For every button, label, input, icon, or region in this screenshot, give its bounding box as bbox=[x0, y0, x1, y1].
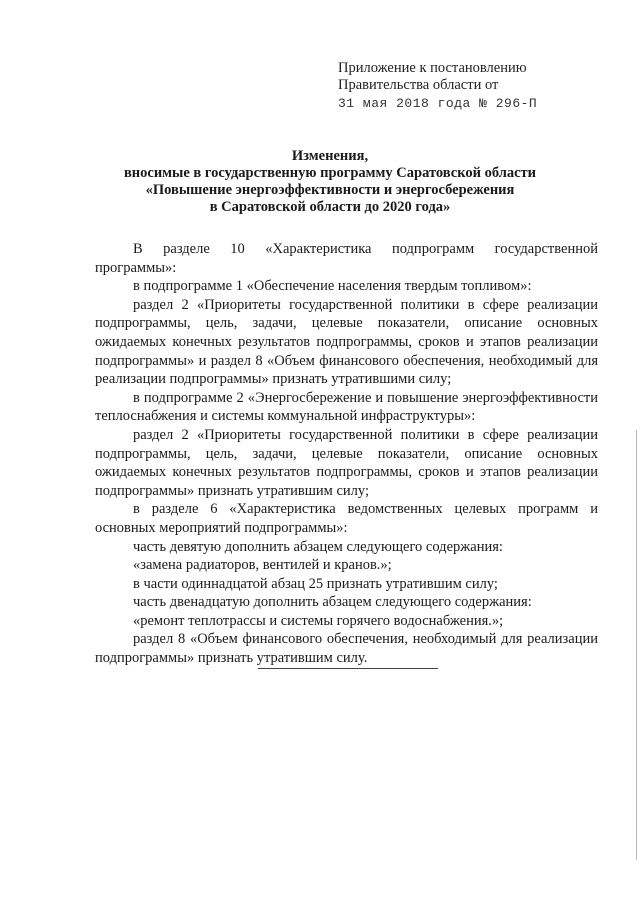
title-line-2: вносимые в государственную программу Саратовской области bbox=[123, 165, 537, 181]
closing-divider bbox=[258, 668, 438, 669]
body-paragraph: раздел 2 «Приоритеты государственной политики в сфере реализации подпрограммы, цель, задачи, целевые показатели, описание основных ожидаемых конечных результатов подпрограммы, сроков и этапов реализации подпрограммы» признать утратившим силу; bbox=[95, 426, 598, 499]
title-line-4: в Саратовской области до 2020 года» bbox=[209, 199, 451, 215]
body-paragraph: В разделе 10 «Характеристика подпрограмм государственной программы»: bbox=[95, 241, 598, 276]
body-paragraph: раздел 8 «Объем финансового обеспечения, необходимый для реализации подпрограммы» признать утратившим силу. bbox=[95, 631, 598, 667]
body-paragraph: в подпрограмме 1 «Обеспечение населения твердым топливом»: bbox=[133, 278, 532, 295]
appendix-note bbox=[338, 60, 598, 112]
body-paragraph: часть двенадцатую дополнить абзацем следующего содержания: bbox=[133, 594, 532, 611]
document-body bbox=[95, 240, 598, 668]
body-paragraph: в разделе 6 «Характеристика ведомственных целевых программ и основных мероприятий подпрограммы»: bbox=[95, 501, 598, 536]
body-paragraph: «ремонт теплотрассы и системы горячего водоснабжения.»; bbox=[133, 612, 504, 629]
title-line-1: Изменения, bbox=[291, 148, 369, 164]
body-paragraph: часть девятую дополнить абзацем следующего содержания: bbox=[133, 538, 503, 555]
body-paragraph: «замена радиаторов, вентилей и кранов.»; bbox=[133, 557, 392, 574]
scan-edge-line bbox=[636, 430, 637, 860]
body-paragraph: в подпрограмме 2 «Энергосбережение и повышение энергоэффективности теплоснабжения и системы коммунальной инфраструктуры»: bbox=[95, 389, 598, 425]
appendix-line-2: Правительства области от bbox=[338, 77, 499, 93]
date-number-stamp: 31 мая 2018 года № 296-П bbox=[338, 96, 538, 111]
title-line-3: «Повышение энергоэффективности и энергосбережения bbox=[145, 182, 515, 198]
body-paragraph: в части одиннадцатой абзац 25 признать утратившим силу; bbox=[133, 575, 498, 592]
appendix-line-1: Приложение к постановлению bbox=[338, 60, 527, 76]
document-title bbox=[70, 148, 590, 216]
body-paragraph: раздел 2 «Приоритеты государственной политики в сфере реализации подпрограммы, цель, задачи, целевые показатели, описание основных ожидаемых конечных результатов подпрограммы, сроков и этапов реализации подпрограммы» и раздел 8 «Объем финансового обеспечения, необходимый для реализации подпрограммы» признать утратившими силу; bbox=[95, 296, 598, 388]
